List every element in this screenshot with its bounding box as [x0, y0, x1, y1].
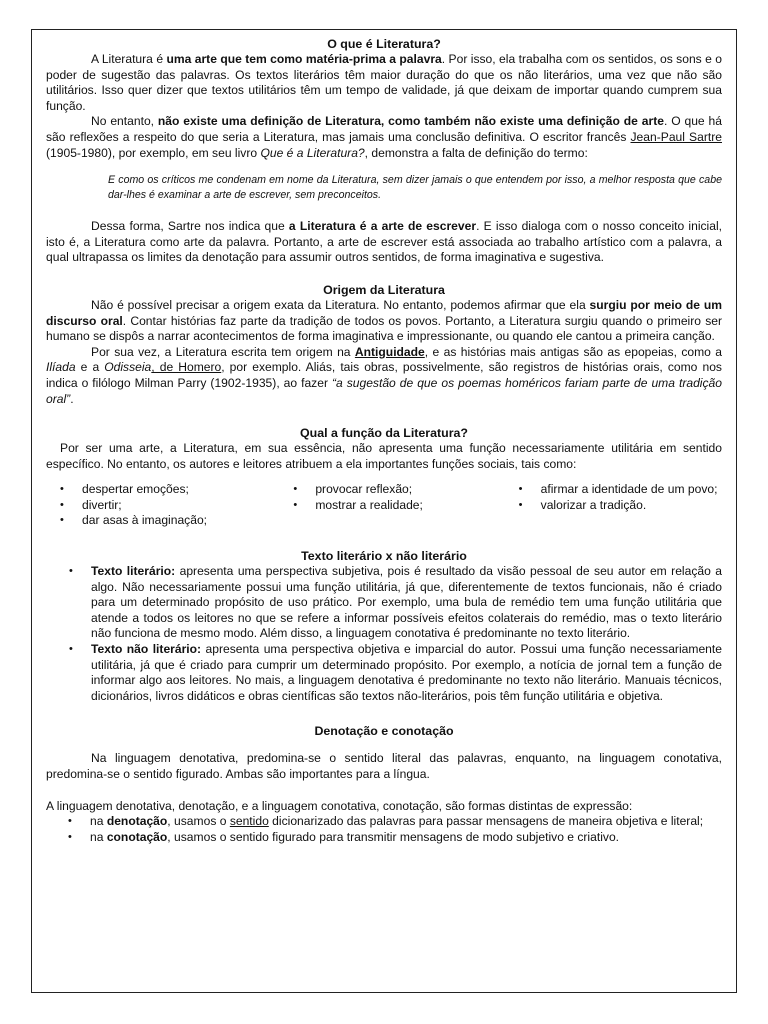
sentido-link[interactable]: sentido [229, 814, 269, 829]
paragraph: Por ser uma arte, a Literatura, em sua essência, não apresenta uma função necessariamente utilitária em sentido específico. No entanto, os autores e leitores atribuem a ela importantes funções sociais, tais como: [46, 441, 722, 471]
document-page [31, 29, 737, 993]
bold-text: Texto literário: [91, 564, 176, 579]
section-title-denotation: Denotação e conotação [314, 724, 454, 739]
list-item [46, 814, 722, 830]
bold-text: conotação [106, 829, 168, 844]
sartre-link[interactable]: Jean-Paul Sartre [630, 129, 722, 144]
bold-text: surgiu por meio de um discurso oral [46, 297, 722, 328]
list-item: • mostrar a realidade; [271, 498, 496, 514]
list-item [46, 642, 722, 704]
section-title-literary-vs-nonliterary: Texto literário x não literário [301, 549, 467, 564]
functions-column-1 [46, 482, 271, 529]
text: . O que há são reflexões a respeito do que seria a Literatura, mas jamais uma conclusão definitiva. O escritor francês [46, 114, 722, 144]
text: . E isso dialoga com o nosso conceito inicial, isto é, a Literatura como arte da palavra. Portanto, a arte de escrever está associada ao trabalho artístico com a palavra, a qual ultrapassa os limites da denotação para assumir outros sentidos, de forma imaginativa e sugestiva. [46, 219, 723, 265]
list-item [46, 830, 722, 846]
italic-text: Odisseia [104, 360, 152, 375]
book-title: Que é a Literatura? [260, 145, 365, 160]
text: na [90, 814, 107, 829]
bold-text: não existe uma definição de Literatura, como também não existe uma definição de arte [157, 114, 664, 129]
section-title-origin: Origem da Literatura [323, 282, 445, 297]
bold-text: a Literatura é a arte de escrever [288, 219, 477, 234]
expression-forms-list [46, 814, 722, 845]
homero-link[interactable]: , de Homero [151, 360, 222, 375]
paragraph: Na linguagem denotativa, predomina-se o sentido literal das palavras, enquanto, na linguagem conotativa, predomina-se o sentido figurado. Ambas são importantes para a língua. [46, 751, 722, 781]
paragraph [46, 219, 722, 266]
functions-column-2 [271, 482, 496, 529]
text: , usamos o [167, 814, 230, 829]
text: e a [75, 360, 105, 375]
bold-text: Texto não literário: [91, 642, 202, 657]
text: , por exemplo. Aliás, tais obras, possivelmente, são registros de histórias orais, como nos indica o filólogo Milman Parry (1902-1935), ao fazer [46, 360, 722, 390]
text: , demonstra a falta de definição do termo: [364, 145, 588, 160]
text: Não é possível precisar a origem exata da Literatura. No entanto, podemos afirmar que ela [91, 297, 590, 312]
section-title-function: Qual a função da Literatura? [300, 426, 468, 441]
functions-column-3 [497, 482, 722, 529]
functions-list [46, 482, 722, 529]
paragraph [46, 345, 722, 407]
antiguidade-link[interactable]: Antiguidade [354, 344, 425, 359]
list-item: • despertar emoções; [46, 482, 271, 498]
text: apresenta uma perspectiva subjetiva, pois é resultado da visão pessoal de seu autor em relação a algo. Não necessariamente possui uma função utilitária, já que, diferentemente de textos funcionais, não é criado para um determinado propósito de uso prático. Por exemplo, uma bula de remédio tem uma função utilitária que atende a todos os leitores no que se refere a informar possíveis efeitos colaterais do remédio, mas o texto literário não funciona de mesmo modo. Além disso, a linguagem conotativa é predominante no texto literário. [91, 564, 722, 641]
sartre-quote: E como os críticos me condenam em nome da Literatura, sem dizer jamais o que entendem por isso, a melhor resposta que cabe dar-lhes é examinar a arte de escrever, sem preconceitos. [108, 174, 722, 202]
text: Por sua vez, a Literatura escrita tem origem na [91, 344, 355, 359]
parry-quote: “a sugestão de que os poemas homéricos fariam parte de uma tradição oral” [46, 375, 722, 406]
text: , usamos o sentido figurado para transmitir mensagens de modo subjetivo e criativo. [167, 829, 620, 844]
list-item: • valorizar a tradição. [497, 498, 722, 514]
text: . Contar histórias faz parte da tradição de todos os povos. Portanto, a Literatura surgiu quando o primeiro ser humano se dispôs a narrar acontecimentos de forma imaginativa e impressionante, ou quando ele cantou a primeira canção. [46, 313, 722, 344]
paragraph: A linguagem denotativa, denotação, e a linguagem conotativa, conotação, são formas distintas de expressão: [46, 798, 633, 813]
bold-text: denotação [106, 814, 168, 829]
text: na [90, 829, 107, 844]
list-item: • dar asas à imaginação; [46, 513, 271, 529]
list-item: • provocar reflexão; [271, 482, 496, 498]
italic-text: Ilíada [46, 360, 76, 375]
paragraph [46, 114, 722, 161]
section-title-what-is-literature: O que é Literatura? [327, 37, 441, 51]
text: apresenta uma perspectiva objetiva e imparcial do autor. Possui uma função necessariamente utilitária, já que é criado para cumprir um determinado propósito. Por exemplo, a notícia de jornal tem a função de informar algo aos leitores. No mais, a linguagem denotativa é predominante no texto não literário. Manuais técnicos, dicionários, livros didáticos e obras científicas são textos não-literários, pois têm função utilitária e objetiva. [91, 642, 722, 703]
text: A Literatura é [91, 52, 167, 66]
text: . Por isso, ela trabalha com os sentidos, os sons e o poder de sugestão das palavras. Os textos literários têm maior duração do que os não literários, uma vez que não são utilitários. Isso quer dizer que textos utilitários têm um tempo de validade, já que deixam de importar quando cumprem sua função. [46, 52, 723, 113]
text-types-list [46, 564, 722, 704]
paragraph [46, 52, 722, 114]
list-item: • divertir; [46, 498, 271, 514]
bold-text: uma arte que tem como matéria-prima a palavra [166, 52, 442, 66]
paragraph [46, 298, 722, 345]
list-item [46, 564, 722, 642]
text: , e as histórias mais antigas são as epopeias, como a [424, 344, 722, 359]
text: Dessa forma, Sartre nos indica que [91, 219, 289, 234]
text: (1905-1980), por exemplo, em seu livro [46, 145, 261, 160]
text: No entanto, [91, 114, 158, 129]
text: . [70, 391, 74, 406]
text: dicionarizado das palavras para passar mensagens de maneira objetiva e literal; [268, 814, 704, 829]
list-item: • afirmar a identidade de um povo; [497, 482, 722, 498]
